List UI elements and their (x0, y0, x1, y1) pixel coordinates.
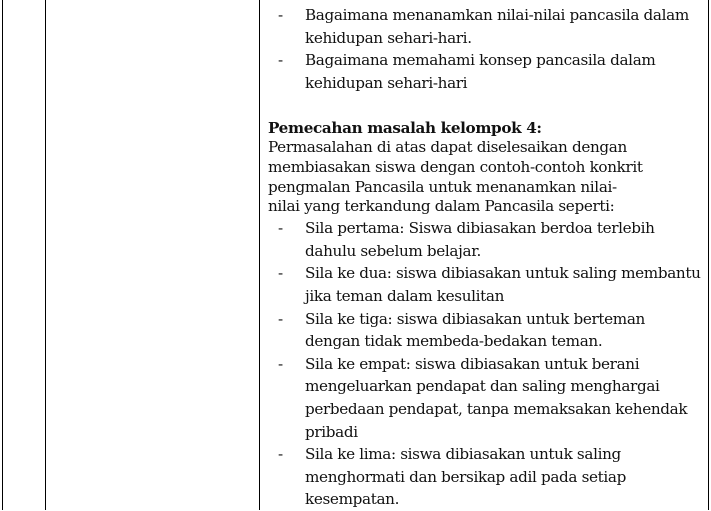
list-item (268, 4, 702, 49)
section-heading: Pemecahan masalah kelompok 4: (268, 119, 542, 137)
table-border-right (708, 0, 709, 510)
list-item-text: Sila ke tiga: siswa dibiasakan untuk berteman dengan tidak membeda-bedakan teman. (305, 309, 645, 351)
table-border-column-1 (45, 0, 46, 510)
section-paragraph (268, 138, 702, 217)
table-cell-content (268, 4, 702, 511)
dash-bullet: - (278, 309, 283, 328)
list-item-text: Sila ke dua: siswa dibiasakan untuk saling membantu jika teman dalam kesulitan (305, 264, 701, 305)
list-item (268, 217, 702, 262)
dash-bullet: - (278, 354, 283, 373)
list-item (268, 49, 702, 94)
list-item-text: Sila ke lima: siswa dibiasakan untuk saling menghormati dan bersikap adil pada setiap kesempatan. (305, 445, 627, 509)
paragraph-line: pengmalan Pancasila untuk menanamkan nilai- (268, 177, 617, 196)
list-item (268, 443, 702, 511)
dash-bullet: - (278, 219, 283, 238)
list-item-text: Sila ke empat: siswa dibiasakan untuk berani mengeluarkan pendapat dan saling menghargai perbedaan pendapat, tanpa memaksakan kehendak pribadi (305, 354, 688, 441)
table-border-left (2, 0, 3, 510)
list-item-text: Sila pertama: Siswa dibiasakan berdoa terlebih dahulu sebelum belajar. (305, 219, 655, 260)
list-item (268, 262, 702, 307)
dash-bullet: - (278, 6, 283, 24)
dash-bullet: - (278, 51, 283, 69)
sila-list (268, 217, 702, 511)
dash-bullet: - (278, 445, 283, 464)
table-border-column-2 (259, 0, 260, 510)
paragraph-line: Permasalahan di atas dapat diselesaikan dengan (268, 138, 627, 156)
paragraph-line: membiasakan siswa dengan contoh-contoh konkrit (268, 157, 643, 176)
list-item-text: Bagaimana memahami konsep pancasila dalam kehidupan sehari-hari (305, 51, 656, 92)
list-item-text: Bagaimana menanamkan nilai-nilai pancasila dalam kehidupan sehari-hari. (305, 6, 689, 47)
paragraph-line: nilai yang terkandung dalam Pancasila seperti: (268, 197, 615, 216)
question-list (268, 4, 702, 94)
list-item (268, 308, 702, 353)
list-item (268, 353, 702, 443)
dash-bullet: - (278, 264, 283, 283)
